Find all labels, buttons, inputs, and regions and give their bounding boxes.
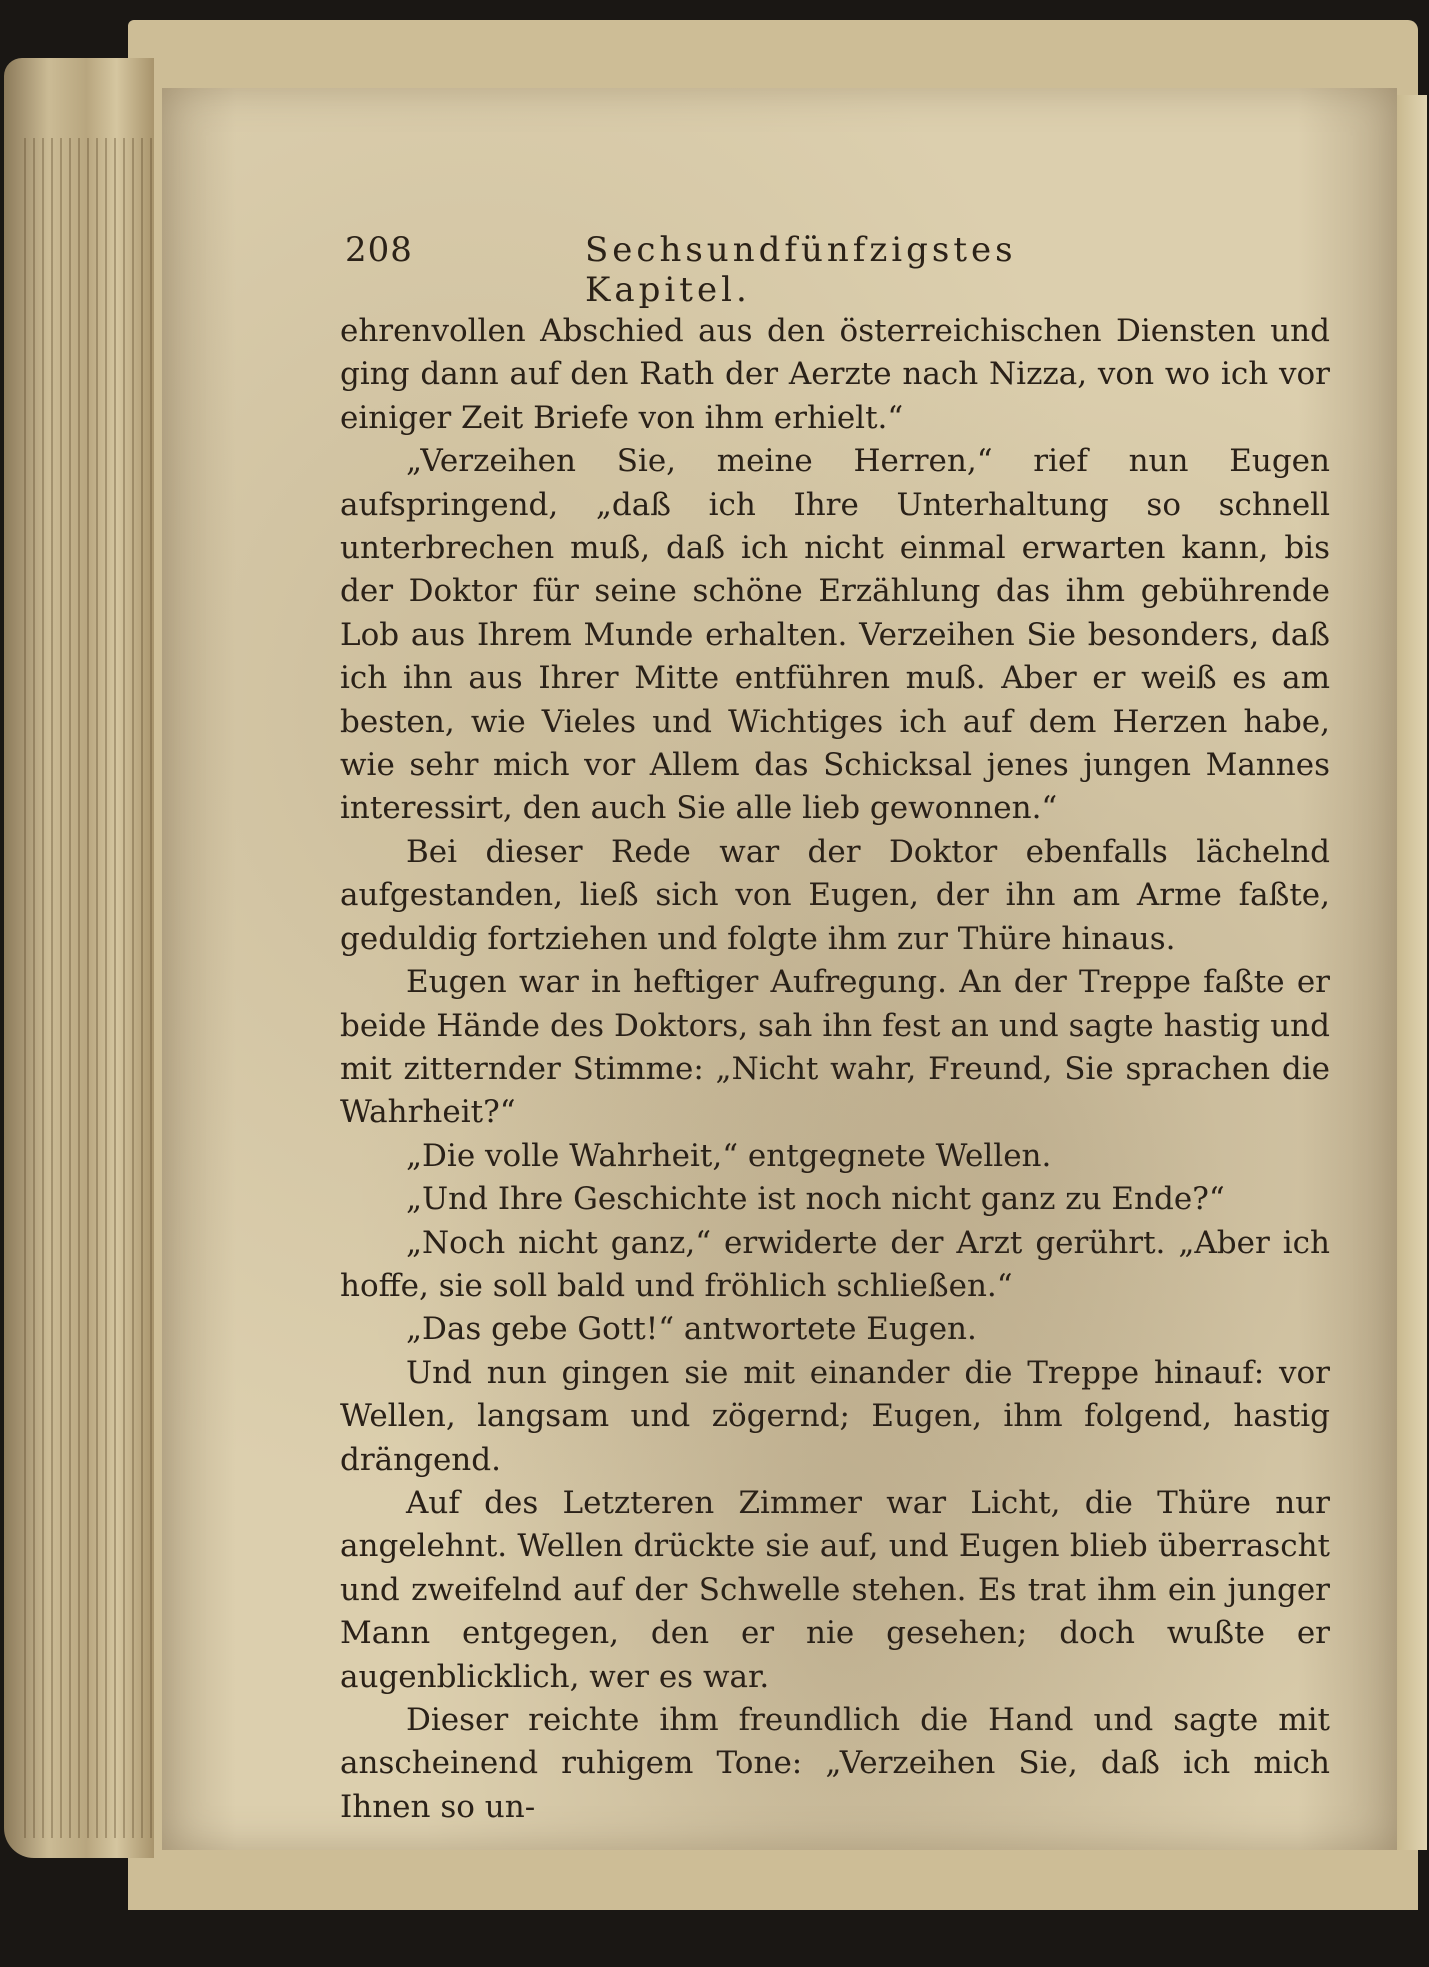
paragraph-1: ehrenvollen Abschied aus den österreichischen Diensten und ging dann auf den Rath der Aerzte nach Nizza, von wo ich vor einiger Zeit Briefe von ihm erhielt.“	[340, 313, 1330, 436]
paragraph-8: „Das gebe Gott!“ antwortete Eugen.	[406, 1311, 977, 1348]
paragraph-11: Dieser reichte ihm freundlich die Hand und sagte mit anscheinend ruhigem Tone: „Verzeihen Sie, daß ich mich Ihnen so un-	[340, 1702, 1330, 1825]
paragraph-9: Und nun gingen sie mit einander die Treppe hinauf: vor Wellen, langsam und zögernd; Eugen, ihm folgend, hastig drängend.	[340, 1354, 1330, 1478]
body-text	[340, 310, 1330, 1829]
paragraph-5: „Die volle Wahrheit,“ entgegnete Wellen.	[406, 1137, 1052, 1174]
paragraph-2: „Verzeihen Sie, meine Herren,“ rief nun Eugen aufspringend, „daß ich Ihre Unterhaltung so schnell unterbrechen muß, daß ich nicht einmal erwarten kann, bis der Doktor für seine schöne Erzählung das ihm gebührende Lob aus Ihrem Munde erhalten. Verzeihen Sie besonders, daß ich ihn aus Ihrer Mitte entführen muß. Aber er weiß es am besten, wie Vieles und Wichtiges ich auf dem Herzen habe, wie sehr mich vor Allem das Schicksal jenes jungen Mannes interessirt, den auch Sie alle lieb gewonnen.“	[340, 443, 1330, 827]
paragraph-4: Eugen war in heftiger Aufregung. An der Treppe faßte er beide Hände des Doktors, sah ihn fest an und sagte hastig und mit zitternder Stimme: „Nicht wahr, Freund, Sie sprachen die Wahrheit?“	[340, 964, 1330, 1131]
paragraph-3: Bei dieser Rede war der Doktor ebenfalls lächelnd aufgestanden, ließ sich von Eugen, der ihn am Arme faßte, geduldig fortziehen und folgte ihm zur Thüre hinaus.	[340, 833, 1330, 957]
page-number: 208	[345, 230, 413, 270]
page-stack-edge	[4, 58, 154, 1858]
page-edge-lines	[24, 138, 154, 1838]
page-right-edge	[1397, 95, 1427, 1850]
page-header	[345, 230, 1105, 310]
paragraph-7: „Noch nicht ganz,“ erwiderte der Arzt gerührt. „Aber ich hoffe, sie soll bald und fröhlich schließen.“	[340, 1224, 1330, 1304]
paragraph-10: Auf des Letzteren Zimmer war Licht, die Thüre nur angelehnt. Wellen drückte sie auf, und Eugen blieb überrascht und zweifelnd auf der Schwelle stehen. Es trat ihm ein junger Mann entgegen, den er nie gesehen; doch wußte er augenblicklich, wer es war.	[340, 1484, 1330, 1695]
running-head: Sechsundfünfzigstes Kapitel.	[585, 230, 1017, 310]
paragraph-6: „Und Ihre Geschichte ist noch nicht ganz zu Ende?“	[406, 1181, 1225, 1218]
